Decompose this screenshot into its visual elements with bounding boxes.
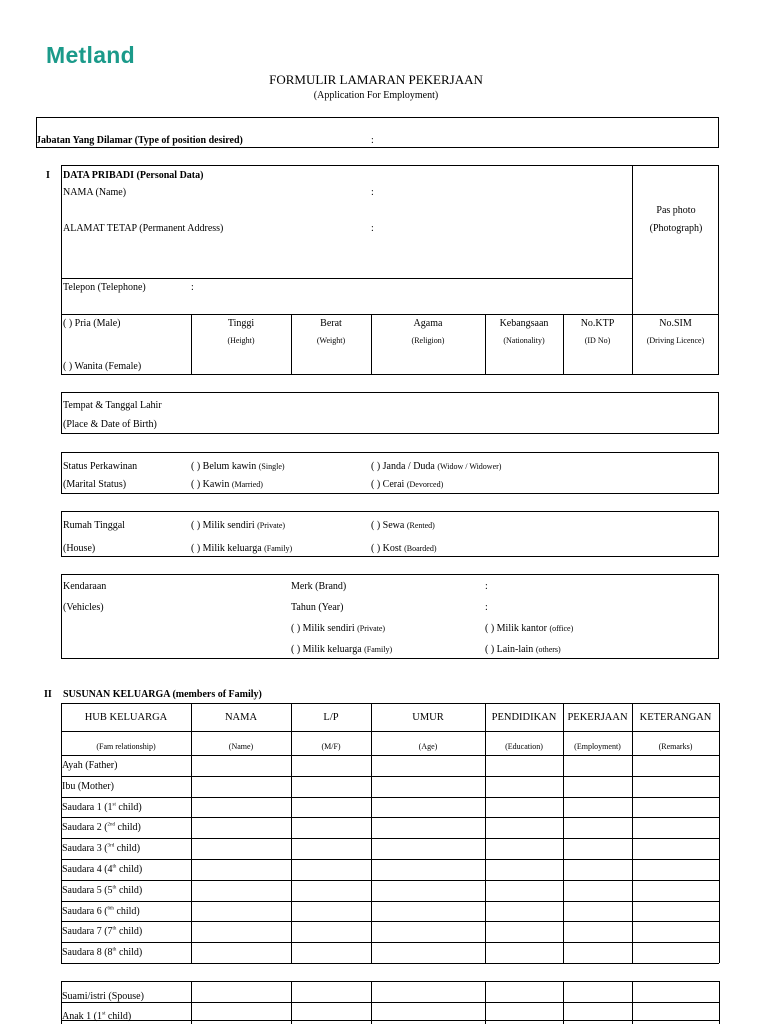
family-table-cell[interactable]	[193, 944, 289, 961]
name-label: NAMA (Name)	[63, 187, 127, 198]
vehicle-year-colon[interactable]: :	[485, 602, 488, 613]
family-table-cell[interactable]	[293, 923, 369, 940]
family-table-cell[interactable]	[487, 757, 561, 774]
family-table-cell[interactable]	[634, 882, 717, 899]
address-colon[interactable]: :	[371, 223, 374, 234]
family-table-cell[interactable]	[487, 923, 561, 940]
family-table-cell[interactable]	[634, 861, 717, 878]
address-label: ALAMAT TETAP (Permanent Address)	[63, 223, 224, 234]
family-table-cell[interactable]	[373, 757, 483, 774]
nationality-header: Kebangsaan	[499, 318, 549, 329]
gender-female-option[interactable]: ( ) Wanita (Female)	[63, 361, 142, 372]
vehicle-year-label: Tahun (Year)	[291, 602, 344, 613]
family-table-cell[interactable]	[487, 819, 561, 836]
family-col-header: UMUR	[412, 712, 444, 723]
house-rented-option[interactable]: ( ) Sewa (Rented)	[371, 520, 435, 531]
vehicle-brand-label: Merk (Brand)	[291, 581, 347, 592]
family-table-cell[interactable]	[193, 757, 289, 774]
house-family-option[interactable]: ( ) Milik keluarga (Family)	[191, 543, 293, 554]
family-table-cell[interactable]	[634, 840, 717, 857]
family-row-label: Saudara 2 ($^{2nd}$ child)	[62, 822, 141, 834]
phone-label: Telepon (Telephone)	[63, 282, 146, 293]
family-table-cell[interactable]	[487, 799, 561, 816]
vehicle-label: Kendaraan	[63, 581, 107, 592]
weight-header-en: (Weight)	[316, 336, 346, 345]
family-row-label: Saudara 6 ($^{6th}$ child)	[62, 905, 140, 917]
family-col-header: KETERANGAN	[639, 712, 712, 723]
family-table-cell[interactable]	[373, 778, 483, 795]
birth-box[interactable]	[61, 392, 719, 434]
id-no-header-en: (ID No)	[584, 336, 611, 345]
family-table-cell[interactable]	[565, 861, 630, 878]
form-title: FORMULIR LAMARAN PEKERJAAN	[269, 72, 483, 87]
family-table-cell[interactable]	[193, 882, 289, 899]
family-col-header: PENDIDIKAN	[491, 712, 557, 723]
metland-logo: Metland	[46, 42, 135, 68]
vehicle-label-en: (Vehicles)	[63, 602, 104, 613]
family-table-cell[interactable]	[565, 840, 630, 857]
form-subtitle: (Application For Employment)	[313, 90, 439, 101]
family-table-cell[interactable]	[193, 819, 289, 836]
family-table-cell[interactable]	[487, 882, 561, 899]
family-table-cell[interactable]	[293, 799, 369, 816]
family-table-cell[interactable]	[565, 778, 630, 795]
family-row-label: Saudara 8 (8th child)	[62, 947, 143, 959]
house-private-option[interactable]: ( ) Milik sendiri (Private)	[191, 520, 286, 531]
family-table-cell[interactable]	[373, 799, 483, 816]
family-col-header: L/P	[323, 712, 339, 723]
family-row-label: Saudara 4 (4th child)	[62, 864, 143, 875]
family-row-label: Ibu (Mother)	[62, 780, 114, 792]
family-col-header: PEKERJAAN	[567, 712, 628, 723]
family-table-cell[interactable]	[293, 819, 369, 836]
section-2-number: II	[44, 689, 52, 700]
photo-label: Pas photo	[656, 205, 696, 216]
height-header: Tinggi	[227, 318, 255, 329]
vehicle-private-option[interactable]: ( ) Milik sendiri (Private)	[291, 623, 386, 634]
house-label: Rumah Tinggal	[63, 520, 125, 531]
weight-header: Berat	[320, 318, 342, 329]
gender-male-option[interactable]: ( ) Pria (Male)	[63, 318, 121, 329]
driving-licence-header-en: (Driving Licence)	[646, 336, 705, 345]
family-table-cell[interactable]	[634, 903, 717, 920]
family-table-cell[interactable]	[565, 799, 630, 816]
family-table-cell[interactable]	[293, 903, 369, 920]
family-table-cell[interactable]	[193, 799, 289, 816]
section-1-number: I	[46, 170, 50, 181]
family-col-header-en: (Education)	[505, 742, 543, 751]
position-label: Jabatan Yang Dilamar (Type of position desired)	[36, 135, 243, 146]
photo-label-en: (Photograph)	[649, 223, 703, 234]
marital-divorced-option[interactable]: ( ) Cerai (Devorced)	[371, 479, 444, 490]
vehicle-family-option[interactable]: ( ) Milik keluarga (Family)	[291, 644, 393, 655]
house-label-en: (House)	[63, 543, 96, 554]
religion-header-en: (Religion)	[411, 336, 445, 345]
personal-section-title: DATA PRIBADI (Personal Data)	[63, 170, 204, 181]
driving-licence-header: No.SIM	[659, 318, 692, 329]
family-table-cell[interactable]	[487, 903, 561, 920]
family-table-cell[interactable]	[193, 861, 289, 878]
family-table-cell[interactable]	[565, 944, 630, 961]
family-table-cell[interactable]	[634, 778, 717, 795]
family-table-cell[interactable]	[565, 819, 630, 836]
family-table-cell[interactable]	[565, 903, 630, 920]
birth-label: Tempat & Tanggal Lahir	[63, 400, 162, 411]
family-table-cell[interactable]	[293, 944, 369, 961]
family-row-label: Saudara 5 (5th child)	[62, 884, 143, 896]
family-table-cell[interactable]	[293, 861, 369, 878]
nationality-header-en: (Nationality)	[503, 336, 545, 345]
family-table-cell[interactable]	[193, 840, 289, 857]
family-table-cell[interactable]	[565, 923, 630, 940]
marital-single-option[interactable]: ( ) Belum kawin (Single)	[191, 461, 285, 472]
family-row-label: Saudara 7 (7th child)	[62, 926, 143, 938]
family-col-header-en: (Name)	[228, 742, 254, 751]
family-col-header: HUB KELUARGA	[84, 712, 168, 723]
name-colon[interactable]: :	[371, 187, 374, 198]
family-col-header-en: (Fam relationship)	[96, 742, 156, 751]
family-table-cell[interactable]	[373, 819, 483, 836]
family-table-cell[interactable]	[193, 923, 289, 940]
family-table-cell[interactable]	[634, 819, 717, 836]
position-colon: :	[371, 135, 374, 146]
family-table-cell[interactable]	[293, 757, 369, 774]
family-col-header-en: (Remarks)	[658, 742, 693, 751]
family-table-cell[interactable]	[373, 840, 483, 857]
family-table-cell[interactable]	[193, 903, 289, 920]
family-table-cell[interactable]	[373, 923, 483, 940]
spouse-children-row-label: Suami/istri (Spouse)	[62, 991, 144, 1002]
family-table-cell[interactable]	[634, 799, 717, 816]
height-header-en: (Height)	[227, 336, 255, 345]
family-table-cell[interactable]	[293, 778, 369, 795]
family-col-header: NAMA	[224, 712, 258, 723]
family-section-title: SUSUNAN KELUARGA (members of Family)	[63, 689, 262, 700]
family-col-header-en: (Age)	[418, 742, 438, 751]
phone-colon[interactable]: :	[191, 282, 194, 293]
id-no-header: No.KTP	[580, 318, 615, 329]
family-table-cell[interactable]	[634, 757, 717, 774]
family-table-cell[interactable]	[634, 923, 717, 940]
family-col-header-en: (Employment)	[574, 742, 621, 751]
vehicle-brand-colon[interactable]: :	[485, 581, 488, 592]
family-table-cell[interactable]	[373, 861, 483, 878]
religion-header: Agama	[413, 318, 443, 329]
family-table-cell[interactable]	[565, 757, 630, 774]
family-row-label: Ayah (Father)	[62, 760, 118, 771]
family-table-cell[interactable]	[373, 944, 483, 961]
family-table-cell[interactable]	[293, 840, 369, 857]
spouse-children-row-label: Anak 1 (1st child)	[62, 1011, 132, 1022]
family-table-cell[interactable]	[487, 861, 561, 878]
marital-label: Status Perkawinan	[63, 461, 138, 472]
family-table-cell[interactable]	[373, 903, 483, 920]
birth-label-en: (Place & Date of Birth)	[63, 419, 157, 430]
family-col-header-en: (M/F)	[321, 742, 341, 751]
house-boarded-option[interactable]: ( ) Kost (Boarded)	[371, 543, 437, 554]
family-table-cell[interactable]	[487, 944, 561, 961]
family-table-cell[interactable]	[193, 778, 289, 795]
vehicle-others-option[interactable]: ( ) Lain-lain (others)	[485, 644, 561, 655]
marital-label-en: (Marital Status)	[63, 479, 127, 490]
family-row-label: Saudara 3 ($^{3rd}$ child)	[62, 843, 141, 855]
family-table-cell[interactable]	[565, 882, 630, 899]
family-table-cell[interactable]	[373, 882, 483, 899]
family-table-cell[interactable]	[634, 944, 717, 961]
marital-widow-option[interactable]: ( ) Janda / Duda (Widow / Widower)	[371, 461, 502, 472]
family-table-cell[interactable]	[293, 882, 369, 899]
family-table-cell[interactable]	[487, 840, 561, 857]
marital-married-option[interactable]: ( ) Kawin (Married)	[191, 479, 263, 490]
vehicle-office-option[interactable]: ( ) Milik kantor (office)	[485, 623, 574, 634]
family-row-label: Saudara 1 (1st child)	[62, 801, 142, 813]
family-table-cell[interactable]	[487, 778, 561, 795]
